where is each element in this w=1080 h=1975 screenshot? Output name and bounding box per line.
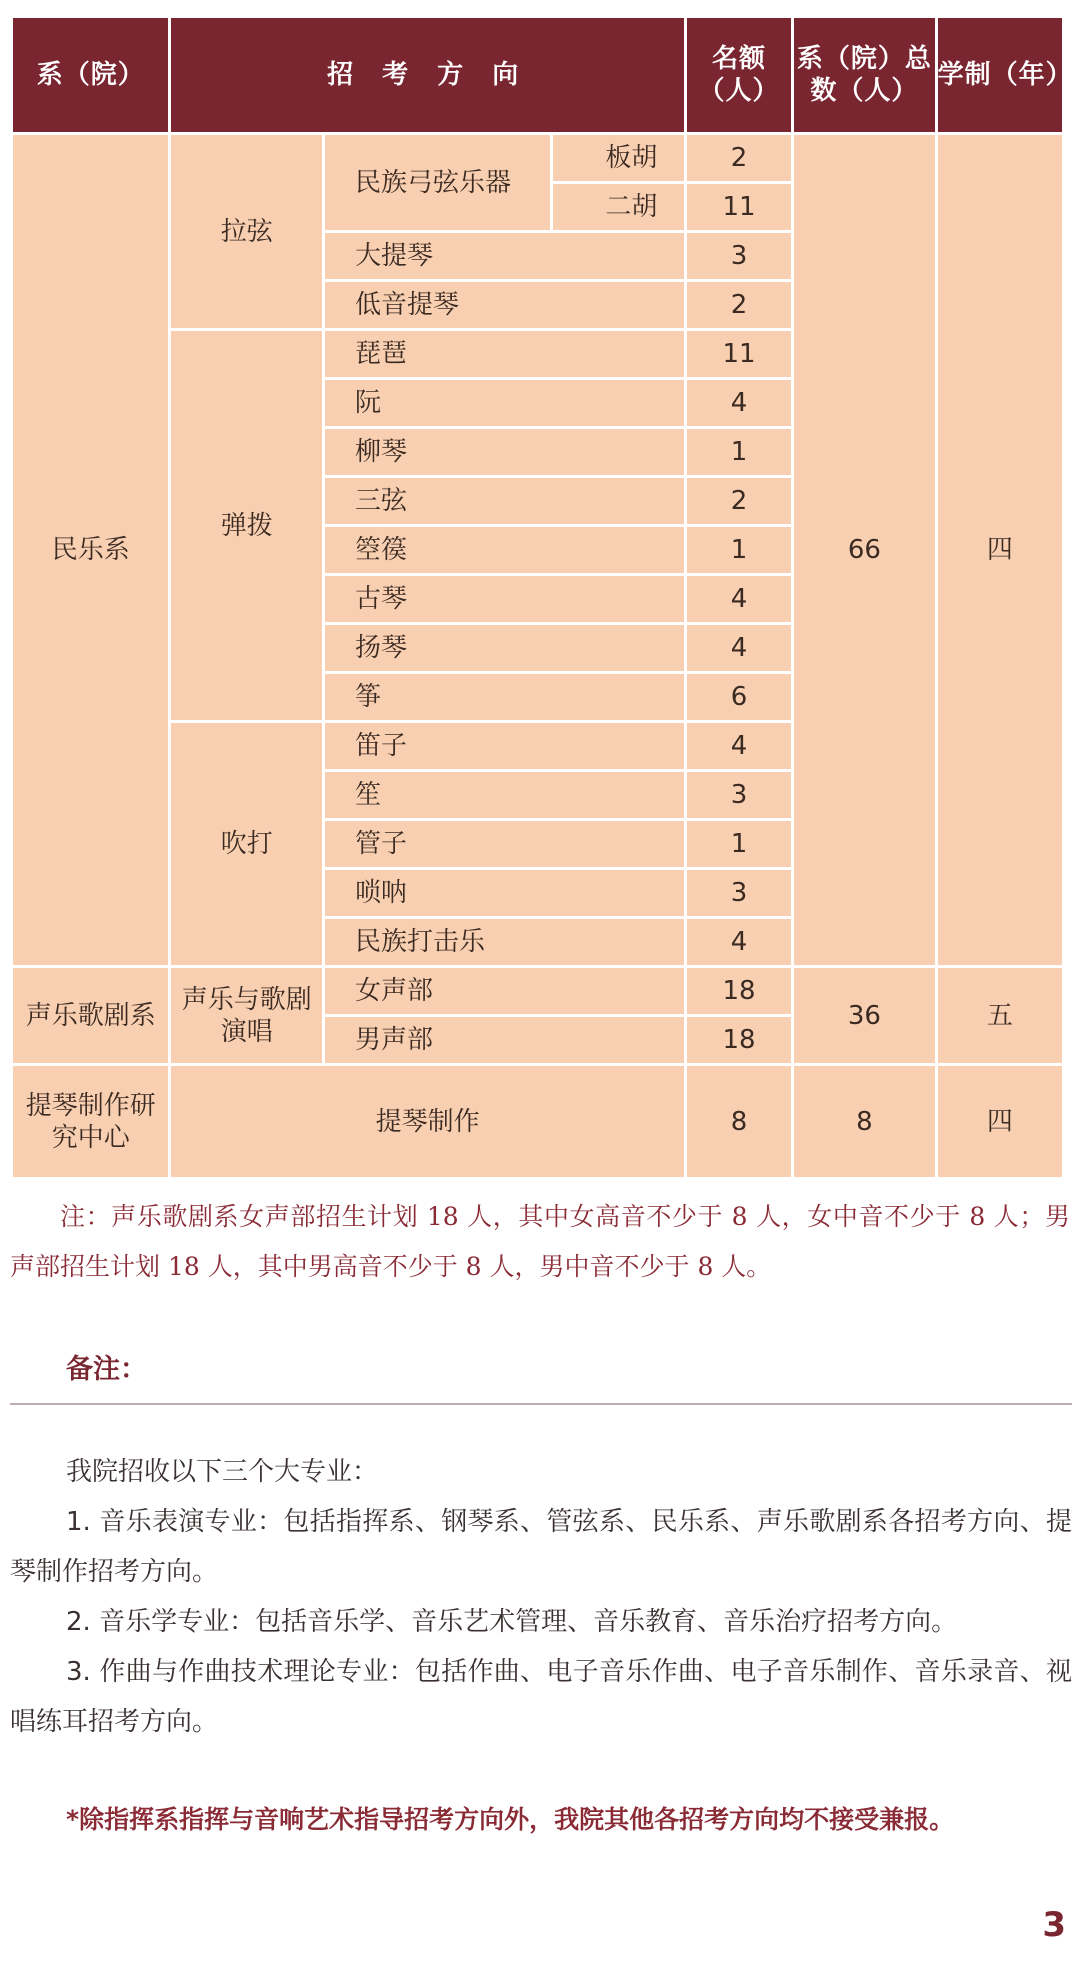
table-row: [12, 134, 1064, 183]
table-row: [12, 1065, 1064, 1179]
page-number: 3: [1042, 1905, 1066, 1945]
quota-cell: 18: [685, 1016, 792, 1065]
header-direction: 招 考 方 向: [170, 17, 685, 134]
quota-cell: 2: [685, 134, 792, 183]
violin-duration: 四: [936, 1065, 1063, 1179]
quota-cell: 2: [685, 477, 792, 526]
vocal-duration: 五: [936, 967, 1063, 1065]
no-dual-application-warning: *除指挥系指挥与音响艺术指导招考方向外，我院其他各招考方向均不接受兼报。: [66, 1805, 955, 1834]
quota-cell: 1: [685, 428, 792, 477]
quota-cell: 1: [685, 820, 792, 869]
divider: [10, 1403, 1072, 1405]
header-quota: 名额（人）: [685, 17, 792, 134]
instrument-name: 大提琴: [323, 232, 685, 281]
department-vocal: 声乐歌剧系: [12, 967, 170, 1065]
vocal-part: 女声部: [323, 967, 685, 1016]
quota-cell: 1: [685, 526, 792, 575]
instrument-name: 古琴: [323, 575, 685, 624]
vocal-total: 36: [793, 967, 937, 1065]
group-lasxian: 拉弦: [170, 134, 323, 330]
quota-cell: 3: [685, 232, 792, 281]
department-violin: 提琴制作研究中心: [12, 1065, 170, 1179]
quota-cell: 8: [685, 1065, 792, 1179]
quota-cell: 11: [685, 330, 792, 379]
department-folk: 民乐系: [12, 134, 170, 967]
instrument-name: 箜篌: [323, 526, 685, 575]
quota-cell: 4: [685, 624, 792, 673]
instrument-name: 柳琴: [323, 428, 685, 477]
group-vocal: 声乐与歌剧演唱: [170, 967, 323, 1065]
table-row: [12, 967, 1064, 1016]
quota-cell: 2: [685, 281, 792, 330]
group-chuida: 吹打: [170, 722, 323, 967]
instrument-name: 唢呐: [323, 869, 685, 918]
remarks-body: [10, 1447, 1072, 1747]
remarks-item: 3. 作曲与作曲技术理论专业：包括作曲、电子音乐作曲、电子音乐制作、音乐录音、视唱练耳招考方向。: [10, 1657, 1072, 1737]
quota-cell: 3: [685, 869, 792, 918]
violin-direction: 提琴制作: [170, 1065, 685, 1179]
instrument-name: 板胡: [552, 134, 686, 183]
instrument-name: 笙: [323, 771, 685, 820]
instrument-name: 二胡: [552, 183, 686, 232]
quota-cell: 3: [685, 771, 792, 820]
remarks-item: 2. 音乐学专业：包括音乐学、音乐艺术管理、音乐教育、音乐治疗招考方向。: [66, 1607, 958, 1637]
violin-total: 8: [793, 1065, 937, 1179]
remarks-title: 备注：: [66, 1354, 147, 1385]
quota-cell: 18: [685, 967, 792, 1016]
vocal-part: 男声部: [323, 1016, 685, 1065]
quota-cell: 4: [685, 379, 792, 428]
remarks-intro: 我院招收以下三个大专业：: [66, 1457, 379, 1487]
instrument-name: 阮: [323, 379, 685, 428]
instrument-name: 低音提琴: [323, 281, 685, 330]
quota-cell: 4: [685, 575, 792, 624]
instrument-name: 琵琶: [323, 330, 685, 379]
instrument-name: 扬琴: [323, 624, 685, 673]
instrument-name: 笛子: [323, 722, 685, 771]
admissions-table: [10, 15, 1073, 1180]
vocal-quota-note: 注：声乐歌剧系女声部招生计划 18 人，其中女高音不少于 8 人，女中音不少于 8 人；男声部招生计划 18 人，其中男高音不少于 8 人，男中音不少于 8 人。: [10, 1202, 1070, 1281]
group-tanbo: 弹拨: [170, 330, 323, 722]
header-department: 系（院）: [12, 17, 170, 134]
header-duration: 学制（年）: [936, 17, 1063, 134]
quota-cell: 6: [685, 673, 792, 722]
quota-cell: 4: [685, 722, 792, 771]
header-total: 系（院）总数（人）: [793, 17, 937, 134]
remarks-item: 1. 音乐表演专业：包括指挥系、钢琴系、管弦系、民乐系、声乐歌剧系各招考方向、提琴制作招考方向。: [10, 1507, 1072, 1587]
instrument-name: 筝: [323, 673, 685, 722]
folk-duration: 四: [936, 134, 1063, 967]
quota-cell: 11: [685, 183, 792, 232]
header-row: [12, 17, 1064, 134]
instrument-name: 三弦: [323, 477, 685, 526]
instrument-name: 管子: [323, 820, 685, 869]
folk-total: 66: [793, 134, 937, 967]
subgroup-bowed: 民族弓弦乐器: [323, 134, 551, 232]
instrument-name: 民族打击乐: [323, 918, 685, 967]
quota-cell: 4: [685, 918, 792, 967]
